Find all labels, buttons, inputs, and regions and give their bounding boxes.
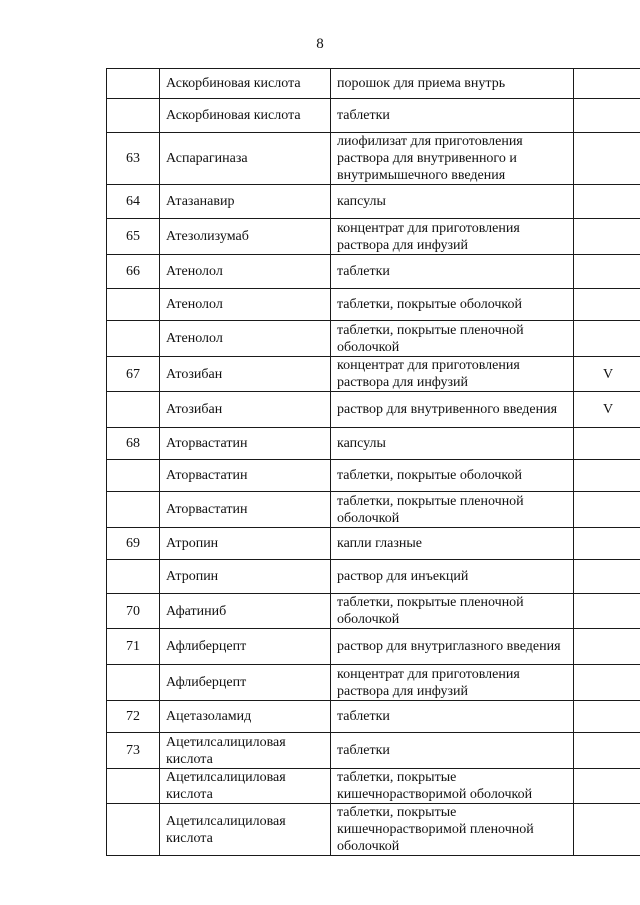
table-row <box>107 133 640 185</box>
dosage-form-cell: раствор для внутриглазного введения <box>331 629 574 665</box>
row-number-cell: 72 <box>107 701 160 733</box>
drug-name-cell: Атенолол <box>160 255 331 289</box>
mark-cell <box>574 289 640 321</box>
table-row <box>107 733 640 769</box>
table-row <box>107 255 640 289</box>
mark-cell <box>574 769 640 804</box>
mark-cell <box>574 460 640 492</box>
table-row <box>107 289 640 321</box>
row-number-cell: 65 <box>107 219 160 255</box>
dosage-form-cell: таблетки, покрытые пленочной оболочкой <box>331 492 574 528</box>
row-number-cell <box>107 492 160 528</box>
drug-name-cell: Ацетилсалициловая кислота <box>160 733 331 769</box>
drug-name-cell: Атозибан <box>160 357 331 392</box>
dosage-form-cell: таблетки, покрытые оболочкой <box>331 460 574 492</box>
row-number-cell <box>107 560 160 594</box>
row-number-cell: 68 <box>107 428 160 460</box>
drug-name-cell: Ацетилсалициловая кислота <box>160 769 331 804</box>
dosage-form-cell: капсулы <box>331 185 574 219</box>
dosage-form-cell: таблетки, покрытые оболочкой <box>331 289 574 321</box>
dosage-form-cell: раствор для инъекций <box>331 560 574 594</box>
mark-cell <box>574 665 640 701</box>
drug-name-cell: Аторвастатин <box>160 460 331 492</box>
dosage-form-cell: концентрат для приготовления раствора для инфузий <box>331 219 574 255</box>
dosage-form-cell: таблетки <box>331 733 574 769</box>
drug-name-cell: Атропин <box>160 528 331 560</box>
dosage-form-cell: порошок для приема внутрь <box>331 69 574 99</box>
drug-name-cell: Атазанавир <box>160 185 331 219</box>
table-row <box>107 392 640 428</box>
dosage-form-cell: таблетки, покрытые кишечнорастворимой оболочкой <box>331 769 574 804</box>
row-number-cell: 69 <box>107 528 160 560</box>
dosage-form-cell: лиофилизат для приготовления раствора для внутривенного и внутримышечного введения <box>331 133 574 185</box>
row-number-cell <box>107 460 160 492</box>
mark-cell <box>574 133 640 185</box>
mark-cell <box>574 804 640 856</box>
table-row <box>107 99 640 133</box>
dosage-form-cell: капсулы <box>331 428 574 460</box>
row-number-cell: 66 <box>107 255 160 289</box>
table-row <box>107 594 640 629</box>
dosage-form-cell: таблетки <box>331 99 574 133</box>
table-row <box>107 69 640 99</box>
mark-cell <box>574 428 640 460</box>
dosage-form-cell: таблетки, покрытые пленочной оболочкой <box>331 321 574 357</box>
row-number-cell: 73 <box>107 733 160 769</box>
mark-cell <box>574 701 640 733</box>
mark-cell <box>574 219 640 255</box>
table-row <box>107 492 640 528</box>
row-number-cell: 70 <box>107 594 160 629</box>
table-row <box>107 219 640 255</box>
page-number: 8 <box>316 36 324 52</box>
dosage-form-cell: раствор для внутривенного введения <box>331 392 574 428</box>
row-number-cell <box>107 99 160 133</box>
table-row <box>107 321 640 357</box>
mark-cell <box>574 629 640 665</box>
row-number-cell <box>107 804 160 856</box>
drug-name-cell: Аскорбиновая кислота <box>160 69 331 99</box>
drug-name-cell: Ацетазоламид <box>160 701 331 733</box>
table-row <box>107 629 640 665</box>
table-row <box>107 428 640 460</box>
drug-name-cell: Аспарагиназа <box>160 133 331 185</box>
dosage-form-cell: таблетки, покрытые кишечнорастворимой пленочной оболочкой <box>331 804 574 856</box>
table-row <box>107 185 640 219</box>
drug-name-cell: Ацетилсалициловая кислота <box>160 804 331 856</box>
row-number-cell: 71 <box>107 629 160 665</box>
drug-name-cell: Атенолол <box>160 321 331 357</box>
row-number-cell <box>107 69 160 99</box>
drug-name-cell: Атенолол <box>160 289 331 321</box>
mark-cell <box>574 255 640 289</box>
mark-cell <box>574 69 640 99</box>
row-number-cell: 64 <box>107 185 160 219</box>
dosage-form-cell: таблетки <box>331 701 574 733</box>
row-number-cell <box>107 769 160 804</box>
table-row <box>107 357 640 392</box>
drug-name-cell: Атозибан <box>160 392 331 428</box>
drug-name-cell: Аторвастатин <box>160 492 331 528</box>
table-row <box>107 460 640 492</box>
mark-cell <box>574 733 640 769</box>
table-row <box>107 665 640 701</box>
table-row <box>107 560 640 594</box>
mark-cell <box>574 528 640 560</box>
mark-cell <box>574 321 640 357</box>
mark-cell <box>574 492 640 528</box>
dosage-form-cell: таблетки, покрытые пленочной оболочкой <box>331 594 574 629</box>
row-number-cell <box>107 392 160 428</box>
dosage-form-cell: капли глазные <box>331 528 574 560</box>
drug-table <box>106 68 640 856</box>
dosage-form-cell: концентрат для приготовления раствора для инфузий <box>331 665 574 701</box>
mark-cell <box>574 185 640 219</box>
row-number-cell <box>107 321 160 357</box>
mark-cell <box>574 594 640 629</box>
table-row <box>107 701 640 733</box>
dosage-form-cell: концентрат для приготовления раствора для инфузий <box>331 357 574 392</box>
row-number-cell: 67 <box>107 357 160 392</box>
row-number-cell <box>107 665 160 701</box>
table-row <box>107 528 640 560</box>
drug-name-cell: Афатиниб <box>160 594 331 629</box>
drug-name-cell: Аскорбиновая кислота <box>160 99 331 133</box>
mark-cell: V <box>574 357 640 392</box>
table-row <box>107 769 640 804</box>
table-row <box>107 804 640 856</box>
drug-name-cell: Атезолизумаб <box>160 219 331 255</box>
drug-name-cell: Аторвастатин <box>160 428 331 460</box>
row-number-cell <box>107 289 160 321</box>
drug-name-cell: Афлиберцепт <box>160 665 331 701</box>
drug-table-body <box>107 69 640 856</box>
mark-cell <box>574 99 640 133</box>
dosage-form-cell: таблетки <box>331 255 574 289</box>
drug-name-cell: Афлиберцепт <box>160 629 331 665</box>
mark-cell: V <box>574 392 640 428</box>
drug-name-cell: Атропин <box>160 560 331 594</box>
mark-cell <box>574 560 640 594</box>
row-number-cell: 63 <box>107 133 160 185</box>
